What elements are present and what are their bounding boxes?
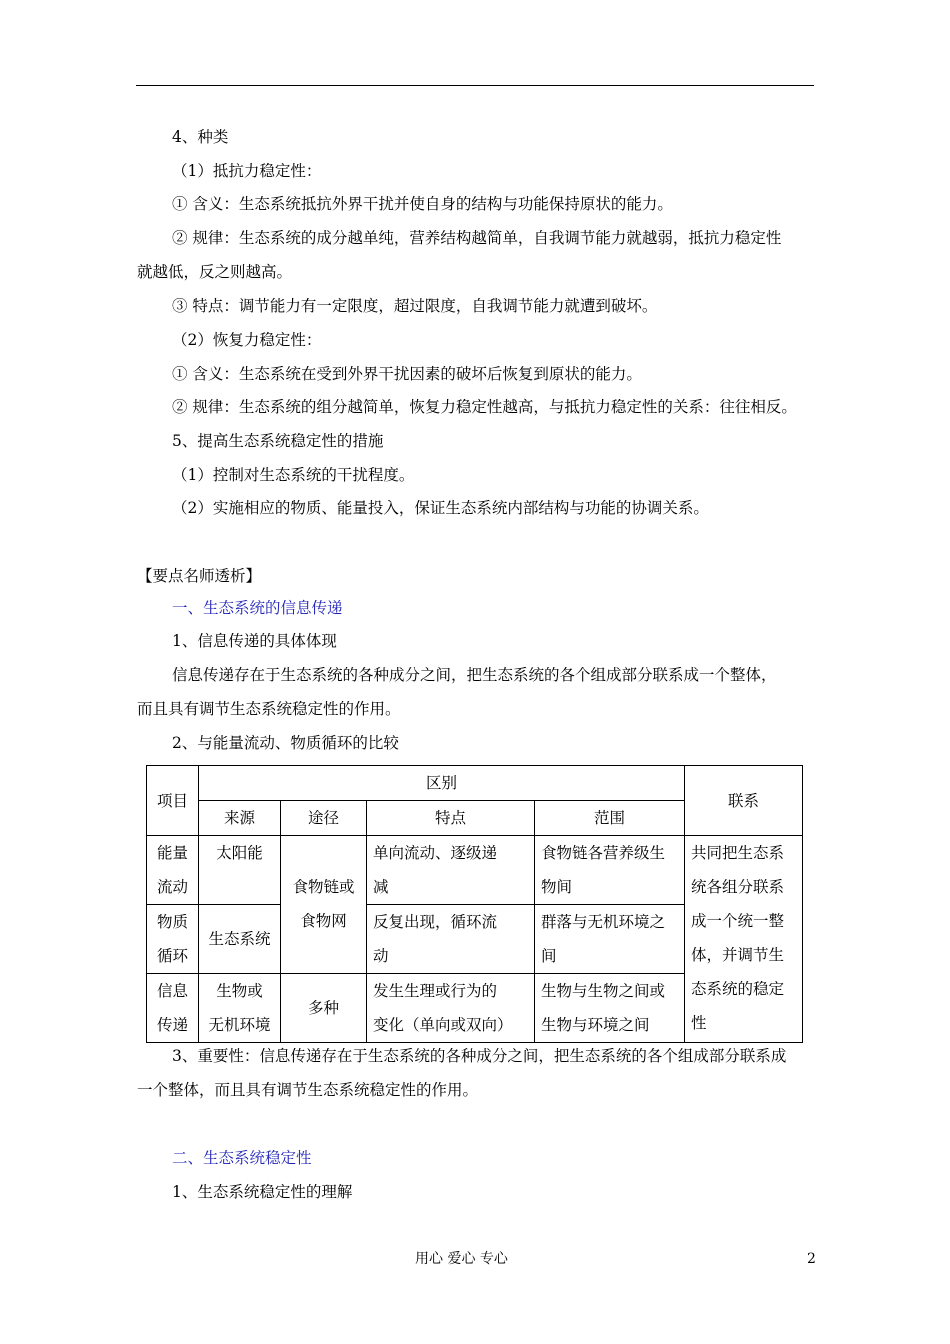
cell-item: 信息 传递 <box>147 974 199 1043</box>
sub-heading-resilience: （2）恢复力稳定性： <box>172 331 322 349</box>
cell-feature: 反复出现，循环流 动 <box>367 905 535 974</box>
header-link: 联系 <box>685 766 803 836</box>
cell-feature: 单向流动、逐级递 减 <box>367 836 535 905</box>
heading-kinds: 4、种类 <box>172 128 229 146</box>
cell-range: 食物链各营养级生 物间 <box>535 836 685 905</box>
cell-item: 物质 循环 <box>147 905 199 974</box>
cell-feature: 发生生理或行为的 变化（单向或双向） <box>367 974 535 1043</box>
section-heading-key-points: 【要点名师透析】 <box>137 567 262 585</box>
comparison-table <box>146 765 803 1043</box>
heading-stability-understanding: 1、生态系统稳定性的理解 <box>172 1183 353 1201</box>
cell-item: 能量 流动 <box>147 836 199 905</box>
header-item: 项目 <box>147 766 199 836</box>
cell-source: 太阳能 <box>199 836 281 905</box>
paragraph-line: 而且具有调节生态系统稳定性的作用。 <box>137 700 401 718</box>
section-heading-info-transfer: 一、生态系统的信息传递 <box>172 599 343 617</box>
cell-source: 生态系统 <box>199 905 281 974</box>
table-header-row <box>147 766 803 801</box>
paragraph-line: 3、重要性：信息传递存在于生态系统的各种成分之间，把生态系统的各个组成部分联系成 <box>172 1047 787 1065</box>
heading-measures: 5、提高生态系统稳定性的措施 <box>172 432 384 450</box>
header-path: 途径 <box>281 801 367 836</box>
header-range: 范围 <box>535 801 685 836</box>
cell-path: 食物链或 食物网 <box>281 836 367 974</box>
heading-info-manifestation: 1、信息传递的具体体现 <box>172 632 337 650</box>
paragraph-line: 信息传递存在于生态系统的各种成分之间，把生态系统的各个组成部分联系成一个整体， <box>172 666 777 684</box>
sub-heading-resistance: （1）抵抗力稳定性： <box>172 162 322 180</box>
paragraph-line: ① 含义：生态系统在受到外界干扰因素的破坏后恢复到原状的能力。 <box>172 365 642 383</box>
header-difference: 区别 <box>199 766 685 801</box>
section-heading-stability: 二、生态系统稳定性 <box>172 1149 312 1167</box>
cell-source: 生物或 无机环境 <box>199 974 281 1043</box>
header-feature: 特点 <box>367 801 535 836</box>
footer-motto: 用心 爱心 专心 <box>415 1251 508 1267</box>
paragraph-line: 就越低，反之则越高。 <box>137 263 293 281</box>
paragraph-line: 一个整体，而且具有调节生态系统稳定性的作用。 <box>137 1081 479 1099</box>
paragraph-line: ③ 特点：调节能力有一定限度，超过限度，自我调节能力就遭到破坏。 <box>172 297 658 315</box>
heading-comparison: 2、与能量流动、物质循环的比较 <box>172 734 399 752</box>
cell-range: 群落与无机环境之 间 <box>535 905 685 974</box>
paragraph-line: （2）实施相应的物质、能量投入，保证生态系统内部结构与功能的协调关系。 <box>172 499 709 517</box>
cell-link: 共同把生态系 统各组分联系 成一个统一整 体，并调节生 态系统的稳定 性 <box>685 836 803 1043</box>
header-source: 来源 <box>199 801 281 836</box>
cell-range: 生物与生物之间或 生物与环境之间 <box>535 974 685 1043</box>
table-row <box>147 836 803 905</box>
cell-path: 多种 <box>281 974 367 1043</box>
header-rule <box>136 85 814 86</box>
page-number: 2 <box>807 1251 816 1267</box>
paragraph-line: ① 含义：生态系统抵抗外界干扰并使自身的结构与功能保持原状的能力。 <box>172 195 673 213</box>
paragraph-line: ② 规律：生态系统的组分越简单，恢复力稳定性越高，与抵抗力稳定性的关系：往往相反。 <box>172 398 797 416</box>
paragraph-line: （1）控制对生态系统的干扰程度。 <box>172 466 415 484</box>
paragraph-line: ② 规律：生态系统的成分越单纯，营养结构越简单，自我调节能力就越弱，抵抗力稳定性 <box>172 229 782 247</box>
